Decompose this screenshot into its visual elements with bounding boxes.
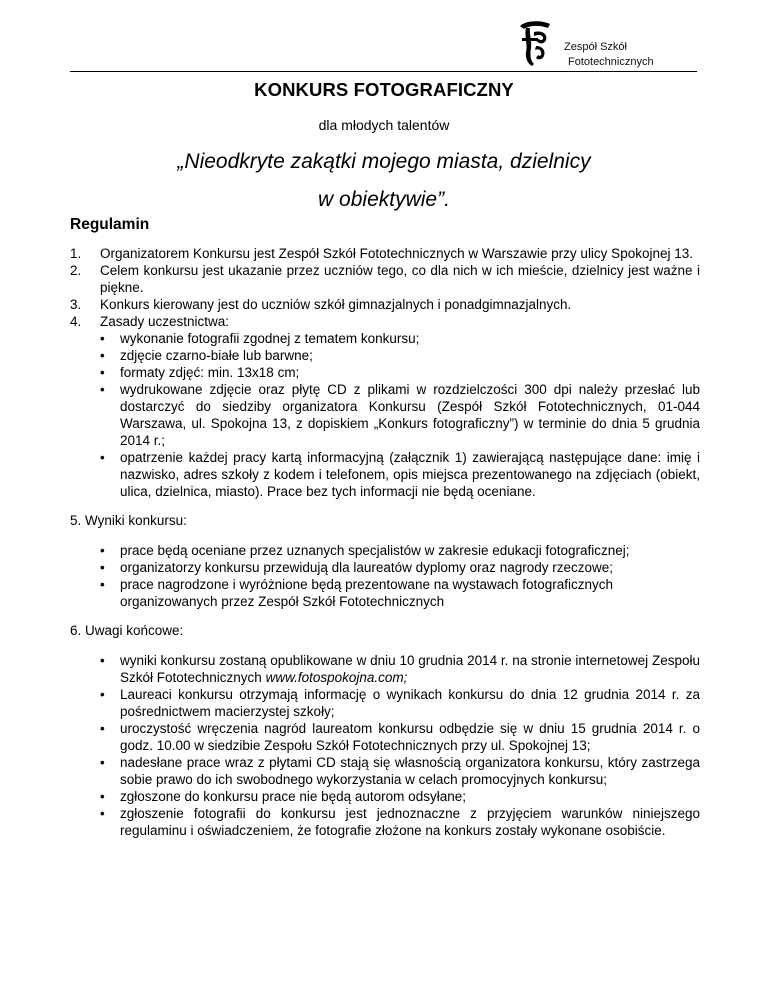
list-item: • opatrzenie każdej pracy kartą informacyjną (załącznik 1) zawierającą następujące dane: imię i nazwisko, adres szkoły z kodem i telefonem, opis miejsca prezentowanego na zdjęciach (obiekt, ulica, dzielnica, miasto). Prace bez tych informacji nie będą oceniane.	[70, 449, 700, 500]
list-item-text: wyniki konkursu zostaną opublikowane w dniu 10 grudnia 2014 r. na stronie internetowej Zespołu Szkół Fototechnicznych	[120, 653, 700, 685]
final-remarks-list	[70, 652, 700, 839]
regulations-heading: Regulamin	[70, 216, 150, 233]
page-title: KONKURS FOTOGRAFICZNY	[254, 79, 514, 100]
contest-theme-line2: w obiektywie”.	[318, 188, 450, 211]
list-item: • zdjęcie czarno-białe lub barwne;	[70, 347, 700, 364]
item-text: Organizatorem Konkursu jest Zespół Szkół Fototechnicznych w Warszawie przy ulicy Spokojnej 13.	[100, 246, 693, 261]
school-logo-icon	[512, 18, 556, 68]
list-item: • nadesłane prace wraz z płytami CD stają się własnością organizatora konkursu, który zastrzega sobie prawo do ich swobodnego wykorzystania w celach promocyjnych konkursu;	[70, 754, 700, 788]
results-list	[70, 542, 700, 610]
numbered-item	[70, 296, 700, 313]
contest-theme-line1: „Nieodkryte zakątki mojego miasta, dzielnicy	[177, 150, 591, 173]
item-number: 3.	[70, 297, 82, 312]
list-item: • uroczystość wręczenia nagród laureatom konkursu odbędzie się w dniu 15 grudnia 2014 r. o godz. 10.00 w siedzibie Zespołu Szkół Fototechnicznych przy ul. Spokojnej 13;	[70, 720, 700, 754]
regulations-body	[70, 245, 700, 839]
website-link[interactable]: www.fotospokojna.com;	[265, 670, 408, 685]
item-text: Celem konkursu jest ukazanie przez uczniów tego, co dla nich w ich mieście, dzielnicy jest ważne i piękne.	[100, 263, 700, 295]
school-name-line2: Fototechnicznych	[568, 56, 654, 68]
item-text: Konkurs kierowany jest do uczniów szkół gimnazjalnych i ponadgimnazjalnych.	[100, 297, 572, 312]
list-item: • prace nagrodzone i wyróżnione będą prezentowane na wystawach fotograficznych organizowanych przez Zespół Szkół Fototechnicznych	[70, 576, 700, 610]
page-subtitle: dla młodych talentów	[318, 117, 450, 133]
item-number: 2.	[70, 263, 82, 278]
item-text: Zasady uczestnictwa:	[100, 314, 230, 329]
school-name	[564, 40, 654, 70]
list-item: • Laureaci konkursu otrzymają informację o wynikach konkursu do dnia 12 grudnia 2014 r. za pośrednictwem macierzystej szkoły;	[70, 686, 700, 720]
numbered-item	[70, 262, 700, 296]
school-name-line1: Zespół Szkół	[564, 41, 627, 53]
participation-rules-list	[70, 330, 700, 500]
list-item: • zgłoszenie fotografii do konkursu jest jednoznaczne z przyjęciem warunków niniejszego regulaminu i oświadczeniem, że fotografie złożone na konkurs zostały wykonane osobiście.	[70, 805, 700, 839]
section-6-label: 6. Uwagi końcowe:	[70, 623, 184, 638]
list-item: • prace będą oceniane przez uznanych specjalistów w zakresie edukacji fotograficznej;	[70, 542, 700, 559]
list-item: • organizatorzy konkursu przewidują dla laureatów dyplomy oraz nagrody rzeczowe;	[70, 559, 700, 576]
item-number: 4.	[70, 314, 82, 329]
contest-theme	[0, 143, 768, 219]
section-5-label: 5. Wyniki konkursu:	[70, 513, 187, 528]
list-item	[70, 652, 700, 686]
item-number: 1.	[70, 246, 82, 261]
numbered-item	[70, 245, 700, 262]
list-item: • formaty zdjęć: min. 13x18 cm;	[70, 364, 700, 381]
header-divider	[70, 71, 697, 72]
list-item: • wydrukowane zdjęcie oraz płytę CD z plikami w rozdzielczości 300 dpi należy przesłać lub dostarczyć do siedziby organizatora Konkursu (Zespół Szkół Fototechnicznych, 01-044 Warszawa, ul. Spokojna 13, z dopiskiem „Konkurs fotograficzny”) w terminie do dnia 5 grudnia 2014 r.;	[70, 381, 700, 449]
list-item: • zgłoszone do konkursu prace nie będą autorom odsyłane;	[70, 788, 700, 805]
numbered-item	[70, 313, 700, 330]
list-item: • wykonanie fotografii zgodnej z tematem konkursu;	[70, 330, 700, 347]
